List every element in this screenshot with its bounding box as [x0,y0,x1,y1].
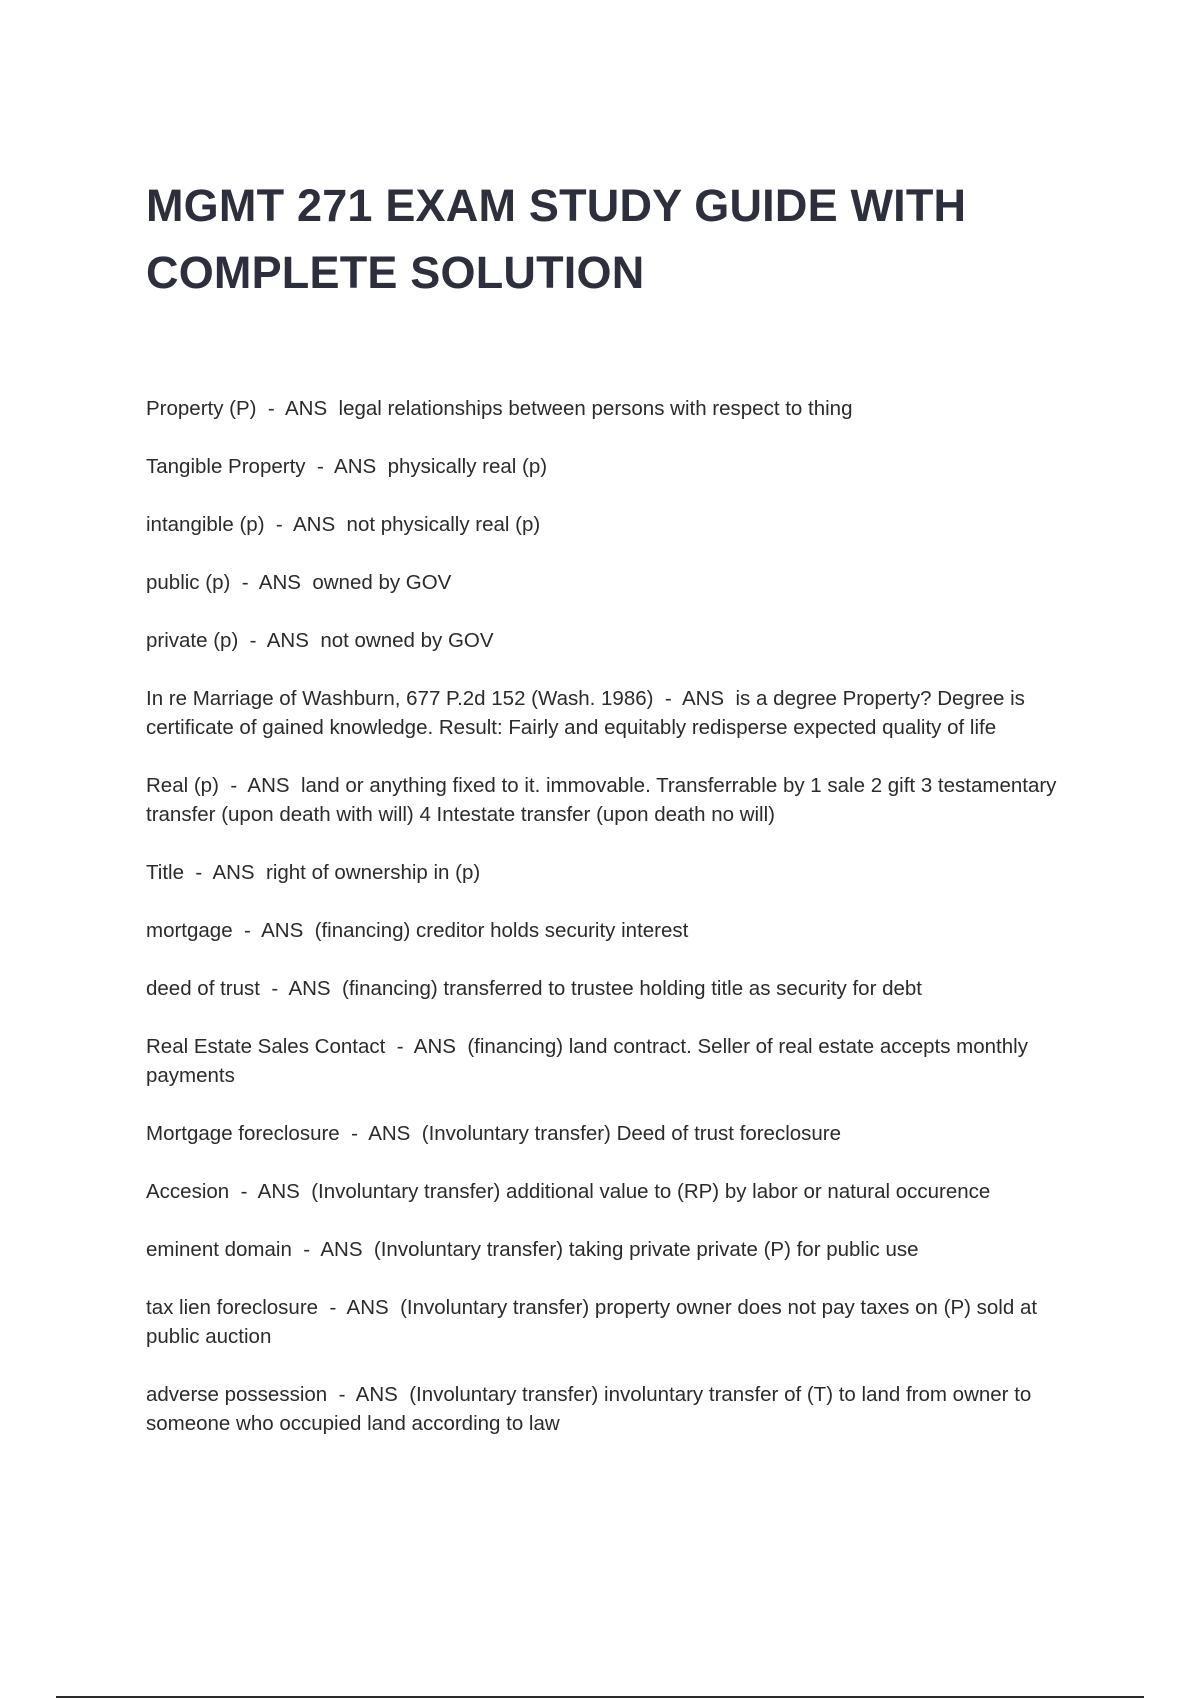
qa-answer-marker: - ANS [291,1238,374,1261]
qa-answer-marker: - ANS [327,1383,410,1406]
qa-answer-marker: - ANS [229,1180,312,1203]
qa-entry [146,1177,1091,1206]
qa-answer: (financing) creditor holds security interest [314,919,689,942]
qa-answer-marker: - ANS [256,397,339,420]
qa-entry [146,1119,1091,1148]
qa-answer: not physically real (p) [346,513,541,536]
qa-answer: (Involuntary transfer) Deed of trust foreclosure [421,1122,842,1145]
qa-entry [146,1293,1091,1351]
qa-term: deed of trust [146,977,260,1000]
qa-entry [146,771,1091,829]
qa-term: tax lien foreclosure [146,1296,319,1319]
qa-answer: land or anything fixed to it. immovable. Transferrable by 1 sale 2 gift 3 testamentary transfer (upon death with will) 4 Intestate transfer (upon death no will) [146,774,1057,826]
title-line-1: MGMT 271 EXAM STUDY GUIDE WITH [146,180,967,231]
qa-answer: legal relationships between persons with respect to thing [338,397,853,420]
qa-term: Accesion [146,1180,230,1203]
qa-entry [146,452,1091,481]
qa-entry [146,394,1091,423]
qa-answer: (Involuntary transfer) involuntary transfer of (T) to land from owner to someone who occupied land according to law [146,1383,1032,1435]
page-title [146,172,1046,306]
qa-entry [146,626,1091,655]
qa-term: private (p) [146,629,239,652]
title-line-2: COMPLETE SOLUTION [146,247,645,298]
qa-entry [146,1235,1091,1264]
qa-answer-marker: - ANS [232,919,315,942]
qa-answer-marker: - ANS [264,513,347,536]
qa-answer: (Involuntary transfer) taking private private (P) for public use [373,1238,919,1261]
qa-answer-marker: - ANS [230,571,313,594]
qa-answer-marker: - ANS [238,629,321,652]
qa-answer-marker: - ANS [305,455,388,478]
qa-entry [146,1380,1091,1438]
qa-entry [146,858,1091,887]
qa-answer: (financing) transferred to trustee holding title as security for debt [342,977,922,1000]
qa-entry [146,1032,1091,1090]
footer-divider [56,1696,1144,1698]
qa-answer-marker: - ANS [218,774,301,797]
qa-term: intangible (p) [146,513,265,536]
qa-term: Real (p) [146,774,219,797]
qa-answer-marker: - ANS [259,977,342,1000]
qa-answer: (financing) land contract. Seller of real estate accepts monthly payments [146,1035,1028,1087]
qa-term: In re Marriage of Washburn, 677 P.2d 152 (Wash. 1986) [146,687,654,710]
qa-term: Property (P) [146,397,257,420]
qa-list [146,394,1091,1467]
qa-term: Title [146,861,184,884]
qa-answer: not owned by GOV [320,629,494,652]
qa-entry [146,916,1091,945]
qa-answer-marker: - ANS [385,1035,468,1058]
qa-term: Tangible Property [146,455,306,478]
qa-answer-marker: - ANS [318,1296,401,1319]
qa-term: Real Estate Sales Contact [146,1035,386,1058]
qa-answer: (Involuntary transfer) additional value to (RP) by labor or natural occurence [311,1180,991,1203]
qa-entry [146,568,1091,597]
qa-term: mortgage [146,919,233,942]
qa-answer: (Involuntary transfer) property owner does not pay taxes on (P) sold at public auction [146,1296,1038,1348]
qa-answer: right of ownership in (p) [266,861,481,884]
qa-answer-marker: - ANS [183,861,266,884]
qa-answer-marker: - ANS [653,687,736,710]
qa-entry [146,510,1091,539]
qa-term: adverse possession [146,1383,328,1406]
qa-answer-marker: - ANS [339,1122,422,1145]
qa-answer: physically real (p) [387,455,548,478]
qa-answer: owned by GOV [312,571,452,594]
qa-term: public (p) [146,571,231,594]
qa-answer: is a degree Property? Degree is certificate of gained knowledge. Result: Fairly and equitably redisperse expected quality of life [146,687,1025,739]
qa-term: eminent domain [146,1238,292,1261]
qa-term: Mortgage foreclosure [146,1122,340,1145]
qa-entry [146,974,1091,1003]
qa-entry [146,684,1091,742]
